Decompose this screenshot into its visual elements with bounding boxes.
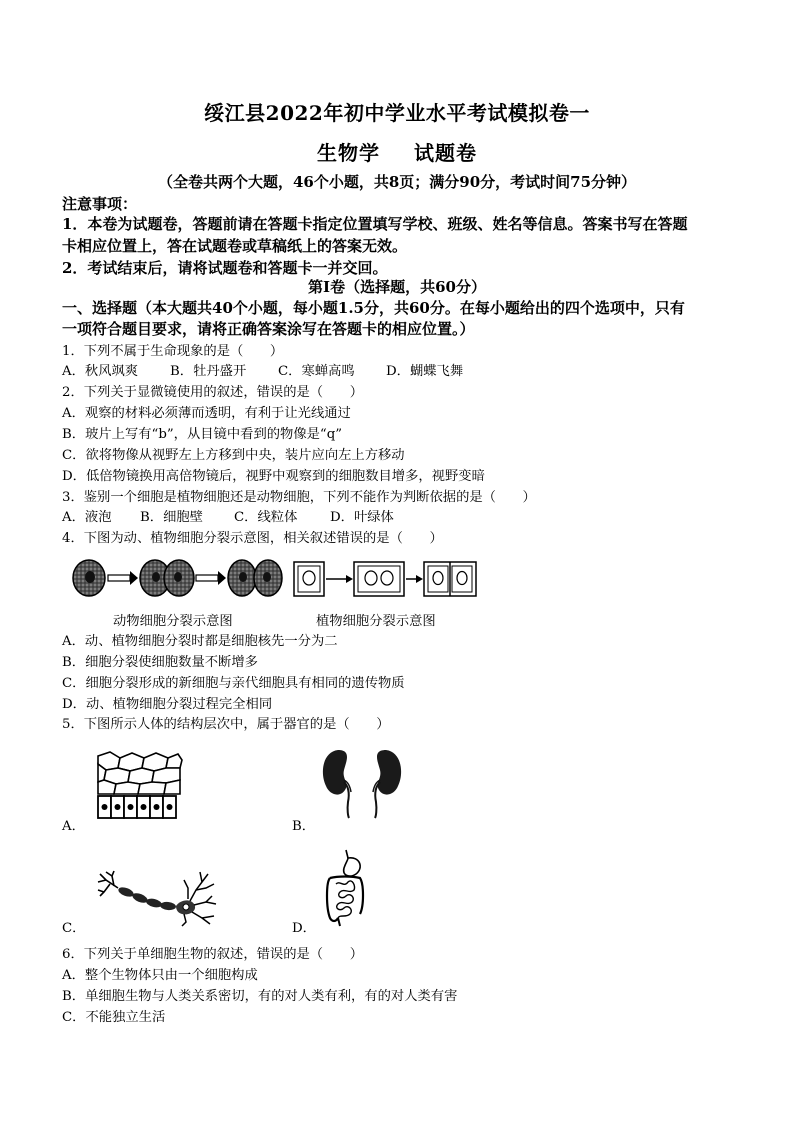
digestive-system-image <box>322 848 368 928</box>
notes-heading: 注意事项： <box>62 195 138 213</box>
q3-stem: 3．鉴别一个细胞是植物细胞还是动物细胞，下列不能作为判断依据的是（ ） <box>62 490 536 505</box>
esophagus <box>346 850 348 858</box>
animal-cell-stage-1 <box>73 560 105 596</box>
q3-option-c: C．线粒体 <box>234 510 298 525</box>
q3-option-a: A．液泡 <box>62 510 112 525</box>
animal-division-caption: 动物细胞分裂示意图 <box>113 614 233 629</box>
section-title: 第Ⅰ卷（选择题，共60分） <box>308 278 486 296</box>
arrow-1 <box>108 571 138 585</box>
q1-options <box>62 360 463 379</box>
note-1-line-1: 1．本卷为试题卷，答题前请在答题卡指定位置填写学校、班级、姓名等信息。答案书写在答题 <box>62 215 688 233</box>
myelin-sheath <box>117 886 176 911</box>
q4-option-b: B．细胞分裂使细胞数量不断增多 <box>62 655 258 670</box>
q4-option-c: C．细胞分裂形成的新细胞与亲代细胞具有相同的遗传物质 <box>62 676 405 691</box>
kidneys-image <box>318 746 408 820</box>
rectum <box>338 918 340 926</box>
q6-option-c: C．不能独立生活 <box>62 1010 166 1025</box>
q5-option-b: B． <box>292 819 316 834</box>
q4-option-d: D．动、植物细胞分裂过程完全相同 <box>62 697 273 712</box>
plant-division-caption: 植物细胞分裂示意图 <box>316 614 436 629</box>
neuron-image <box>96 868 218 926</box>
animal-cell-stage-3 <box>228 560 282 596</box>
animal-cell-stage-2 <box>140 560 194 596</box>
arrow-2 <box>196 571 226 585</box>
plant-cell-division-figure <box>292 560 482 598</box>
note-2: 2．考试结束后，请将试题卷和答题卡一并交回。 <box>62 259 388 277</box>
note-1-line-2: 卡相应位置上，答在试题卷或草稿纸上的答案无效。 <box>62 237 408 255</box>
stomach <box>344 858 360 876</box>
paper-type: 试题卷 <box>414 141 477 165</box>
q1-option-c: C．寒蝉高鸣 <box>278 364 355 379</box>
animal-cell-division-figure <box>70 556 285 600</box>
q5-option-a: A． <box>62 819 85 834</box>
q2-option-d: D．低倍物镜换用高倍物镜后，视野中观察到的细胞数目增多，视野变暗 <box>62 469 485 484</box>
large-intestine-left <box>327 878 338 921</box>
small-intestine <box>336 881 355 918</box>
q3-option-b: B．细胞壁 <box>140 510 203 525</box>
q1-option-b: B．牡丹盛开 <box>170 364 247 379</box>
q6-stem: 6．下列关于单细胞生物的叙述，错误的是（ ） <box>62 947 363 962</box>
plant-cell-stage-2 <box>354 562 404 596</box>
section-instructions-line-1: 一、选择题（本大题共40个小题，每小题1.5分，共60分。在每小题给出的四个选项中，只有 <box>62 299 685 317</box>
plant-cell-stage-3 <box>424 562 476 596</box>
section-instructions-line-2: 一项符合题目要求，请将正确答案涂写在答题卡的相应位置。） <box>62 320 475 338</box>
q2-option-a: A．观察的材料必须薄而透明，有利于让光线通过 <box>62 406 351 421</box>
q4-stem: 4．下图为动、植物细胞分裂示意图，相关叙述错误的是（ ） <box>62 531 443 546</box>
q6-option-b: B．单细胞生物与人类关系密切，有的对人类有利，有的对人类有害 <box>62 989 458 1004</box>
plant-arrow-1 <box>326 575 353 583</box>
plant-arrow-2 <box>406 575 423 583</box>
subject-name: 生物学 <box>317 141 380 165</box>
q2-option-c: C．欲将物像从视野左上方移到中央，装片应向左上方移动 <box>62 448 405 463</box>
q5-stem: 5．下图所示人体的结构层次中，属于器官的是（ ） <box>62 717 390 732</box>
plant-cell-stage-1 <box>294 562 324 596</box>
subject-line <box>0 137 794 166</box>
axon-terminals <box>98 871 118 896</box>
q3-options <box>62 506 394 525</box>
exam-info: （全卷共两个大题，46个小题，共8页；满分90分，考试时间75分钟） <box>157 173 637 191</box>
dendrites <box>182 872 216 926</box>
q2-option-b: B．玻片上写有“b”，从目镜中看到的物像是“q” <box>62 427 343 442</box>
q6-option-a: A．整个生物体只由一个细胞构成 <box>62 968 258 983</box>
q3-option-d: D．叶绿体 <box>330 510 394 525</box>
q2-stem: 2．下列关于显微镜使用的叙述，错误的是（ ） <box>62 385 363 400</box>
exam-title: 绥江县2022年初中学业水平考试模拟卷一 <box>204 101 590 125</box>
epithelial-tissue-image <box>96 750 184 820</box>
right-kidney <box>373 750 401 818</box>
left-kidney <box>323 750 351 818</box>
q1-option-a: A．秋风飒爽 <box>62 364 139 379</box>
q5-option-c: C． <box>62 921 86 936</box>
q5-option-d: D． <box>292 921 316 936</box>
q1-stem: 1．下列不属于生命现象的是（ ） <box>62 344 284 359</box>
q4-option-a: A．动、植物细胞分裂时都是细胞核先一分为二 <box>62 634 338 649</box>
q1-option-d: D．蝴蝶飞舞 <box>386 364 464 379</box>
